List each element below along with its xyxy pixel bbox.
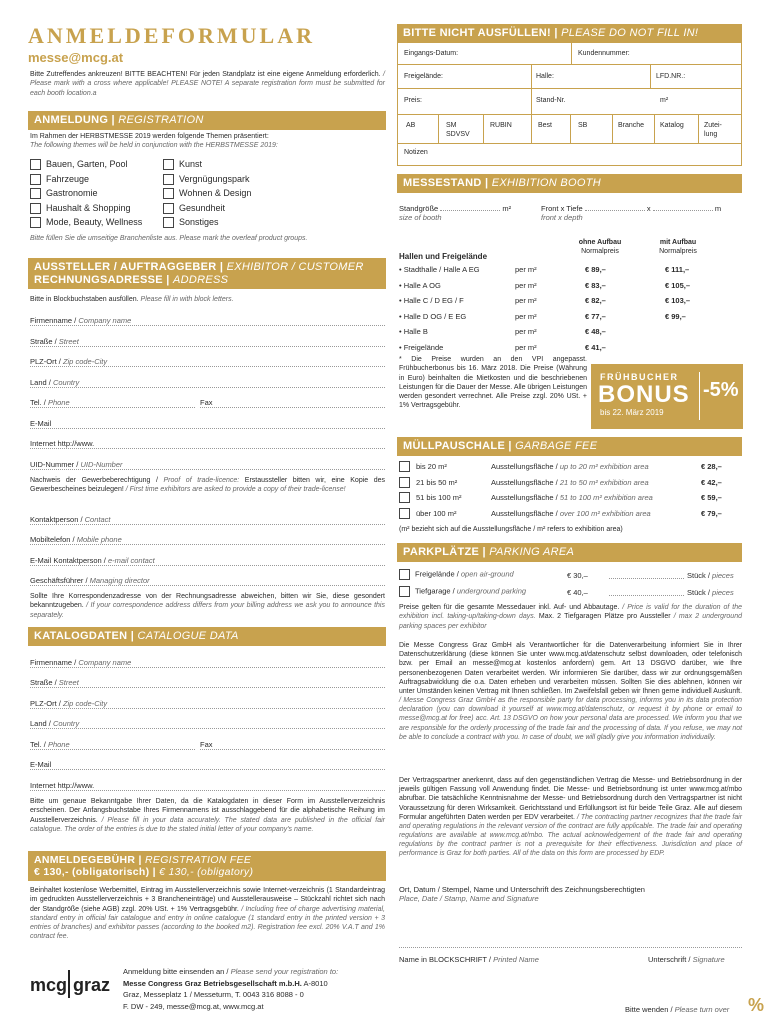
branch-note: Bitte füllen Sie die umseitige Branchenliste aus. Please mark the overleaf product groups. xyxy=(30,235,308,242)
price-with-build: € 105,– xyxy=(665,280,691,290)
garbage-fee-row xyxy=(399,493,744,505)
col-without-build: ohne Aufbau Normalpreis xyxy=(578,239,622,255)
col-sm: SM SDVSV xyxy=(446,122,470,138)
hall-label: Halle: xyxy=(536,73,554,80)
entry-date-label: Eingangs-Datum: xyxy=(404,50,459,57)
cat-street-field[interactable]: Straße / Street xyxy=(30,678,385,688)
contact-person-field[interactable]: Kontaktperson / Contact xyxy=(30,515,385,525)
parking-underground-checkbox[interactable] xyxy=(399,586,410,597)
registration-bar: ANMELDUNG | REGISTRATION xyxy=(28,111,386,130)
garbage-area-label: Ausstellungsfläche / 51 to 100 m² exhibition area xyxy=(491,493,653,502)
col-branche: Branche xyxy=(618,122,645,129)
do-not-fill-bar: BITTE NICHT AUSFÜLLEN! | PLEASE DO NOT FILL IN! xyxy=(397,24,742,43)
price-without-build: € 83,– xyxy=(585,280,606,290)
garbage-price: € 28,– xyxy=(701,462,722,471)
garbage-fee-checkbox[interactable] xyxy=(399,477,410,488)
per-unit: per m² xyxy=(515,280,537,290)
theme-checkbox[interactable]: Mode, Beauty, Wellness xyxy=(30,215,142,230)
garbage-fee-bar: MÜLLPAUSCHALE | GARBAGE FEE xyxy=(397,437,742,456)
intro-text: Bitte Zutreffendes ankreuzen! BITTE BEACHTEN! Für jeden Standplatz ist eine eigene Anmeldung erforderlich. / Please mark with a cross where applicable! PLEASE NOTE! A separate registration form must be submitted for each booth location.a xyxy=(30,71,385,97)
price-with-build: € 103,– xyxy=(665,296,691,306)
theme-checkbox[interactable]: Fahrzeuge xyxy=(30,172,142,187)
catalogue-note: Bitte um genaue Bekanntgabe Ihrer Daten, da die Katalogdaten in dieser Form im Ausstellerverzeichnis erscheinen. Der Anfangsbuchstabe Ihres Firmennamens ist ausschlaggebend für die alphabetische Reihung im Ausstellerverzeichnis. / Please fill in your data accurately. The stated data are published in the official fair catalogue. The order of the entries is due to the stated initial letter of your company's name. xyxy=(30,798,385,833)
theme-checkbox[interactable]: Gastronomie xyxy=(30,186,142,201)
uid-field[interactable]: UID-Nummer / UID-Number xyxy=(30,460,385,470)
halls-title: Hallen und Freigelände xyxy=(399,252,488,261)
garbage-price: € 79,– xyxy=(701,508,722,518)
exhibitor-bar: AUSSTELLER / AUFTRAGGEBER | EXHIBITOR / CUSTOMER RECHNUNGSADRESSE | ADDRESS xyxy=(28,258,386,289)
themes-intro: Im Rahmen der HERBSTMESSE 2019 werden folgende Themen präsentiert: The following themes will be held in conjunction with the HERBSTMESSE 2019: xyxy=(30,133,278,149)
theme-checkbox[interactable]: Haushalt & Shopping xyxy=(30,201,142,216)
phone-field[interactable]: Tel. / Phone xyxy=(30,398,195,408)
price-without-build: € 89,– xyxy=(585,265,606,274)
per-unit: per m² xyxy=(515,343,537,352)
cat-zip-field[interactable]: PLZ-Ort / Zip code-City xyxy=(30,699,385,709)
parking-underground-row: Tiefgarage / underground parking € 40,– Stück / pieces xyxy=(399,586,744,597)
block-letter-hint: Bitte in Blockbuchstaben ausfüllen. Please fill in with block letters. xyxy=(30,296,234,303)
col-with-build: mit Aufbau Normalpreis xyxy=(659,239,697,255)
signature-place-label: Ort, Datum / Stempel, Name und Unterschrift des Zeichnungsberechtigten Place, Date / Stamp, Name and Signature xyxy=(399,885,645,904)
contact-email-field[interactable]: E-Mail Kontaktperson / e-mail contact xyxy=(30,556,385,566)
hall-name: • Halle B xyxy=(399,327,428,337)
registration-fee-bar: ANMELDEGEBÜHR | REGISTRATION FEE € 130,- (obligatorisch) | € 130,- (obligatory) xyxy=(28,851,386,881)
price-without-build: € 77,– xyxy=(585,311,606,321)
booth-price-row xyxy=(399,281,744,293)
hall-name: • Halle C / D EG / F xyxy=(399,296,464,306)
theme-checkbox[interactable]: Vergnügungspark xyxy=(163,172,251,187)
per-unit: per m² xyxy=(515,311,537,321)
booth-bar: MESSESTAND | EXHIBITION BOOTH xyxy=(397,174,742,193)
fee-description: Beinhaltet kostenlose Werbemittel, Eintrag im Ausstellerverzeichnis sowie Internet-verzeichnis (1 Standardeintrag im gedruckten Ausstellerverzeichnis + 3 Brancheneinträge) und Ausstellerausweise – Stückzahl richtet sich nach der Standgröße (siehe AGB) zzgl. 20% USt. + 1% Vertragsgebühr. / Including free of charge advertising material, standard entry in official fair catalogue and entry in online catalogue (1 standard entry in the printed version + 3 entries of branches) and exhibitor passes (according to the booked m2). Registration fee excl. 20% V.A.T and 1% contract fee. xyxy=(30,887,385,941)
managing-director-field[interactable]: Geschäftsführer / Managing director xyxy=(30,576,385,586)
cat-company-field[interactable]: Firmenname / Company name xyxy=(30,658,385,668)
cat-fax-field[interactable]: Fax xyxy=(200,740,385,750)
parking-note: Preise gelten für die gesamte Messedauer inkl. Auf- und Abbautage. / Price is valid for the duration of the exhibition incl. taking-up/taking-down days. Max. 2 Tiefgaragen Plätze pro Aussteller / max 2 underground parking spaces per exhibitor xyxy=(399,604,742,630)
garbage-size: bis 20 m² xyxy=(416,462,447,471)
per-unit: per m² xyxy=(515,265,537,274)
col-rubin: RUBIN xyxy=(490,122,512,129)
catalogue-bar: KATALOGDATEN | CATALOGUE DATA xyxy=(28,627,386,646)
hall-name: • Freigelände xyxy=(399,343,444,352)
price-without-build: € 82,– xyxy=(585,296,606,306)
col-sb: SB xyxy=(578,122,588,129)
company-name-field[interactable]: Firmenname / Company name xyxy=(30,316,385,326)
garbage-price: € 59,– xyxy=(701,493,722,502)
early-bird-bonus-badge: FRÜHBUCHER BONUS bis 22. März 2019 -5% xyxy=(591,364,743,429)
booth-price-row xyxy=(399,343,744,355)
logo-graz: graz xyxy=(73,975,111,995)
garbage-area-label: Ausstellungsfläche / up to 20 m² exhibition area xyxy=(491,462,649,471)
street-field[interactable]: Straße / Street xyxy=(30,337,385,347)
col-ab: AB xyxy=(406,122,416,129)
themes-left xyxy=(30,157,142,230)
booth-size-field[interactable]: Standgröße m² size of booth xyxy=(399,204,512,223)
header-email: messe@mcg.at xyxy=(28,50,124,65)
lfd-label: LFD.NR.: xyxy=(656,73,686,80)
percent-mark: % xyxy=(748,995,765,1015)
notes-label: Notizen xyxy=(404,149,428,156)
price-label: Preis: xyxy=(404,97,422,104)
theme-checkbox[interactable]: Sonstiges xyxy=(163,215,251,230)
correspondence-note: Sollte Ihre Korrespondenzadresse von der Rechnungsadresse abweichen, bitten wir Sie, diese gesondert bekanntzugeben. / If your correspondence address differs from your billing address we ask you to announce this separately. xyxy=(30,593,385,619)
country-field[interactable]: Land / Country xyxy=(30,378,385,388)
cat-email-field[interactable]: E-Mail xyxy=(30,760,385,770)
turn-over-note: Bitte wenden / Please turn over xyxy=(625,1005,730,1014)
trade-license-note: Nachweis der Gewerbeberechtigung / Proof of trade-licence: Erstaussteller bitten wir, eine Kopie des Gewerbescheines beizulegen! / First time exhibitors are asked to provide a copy of their trade-license! xyxy=(30,477,385,494)
theme-checkbox[interactable]: Gesundheit xyxy=(163,201,251,216)
stand-number-label: Stand-Nr. xyxy=(536,97,566,104)
parking-open-air-checkbox[interactable] xyxy=(399,569,410,580)
booth-price-row xyxy=(399,312,744,324)
booth-price-row xyxy=(399,265,744,277)
booth-price-row xyxy=(399,327,744,339)
hall-name: • Stadthalle / Halle A EG xyxy=(399,265,480,274)
themes-right xyxy=(163,157,251,230)
zip-city-field[interactable]: PLZ-Ort / Zip code-City xyxy=(30,357,385,367)
parking-open-air-row: Freigelände / open air-ground € 30,– Stück / pieces xyxy=(399,569,744,580)
fax-field[interactable]: Fax xyxy=(200,398,385,408)
theme-checkbox[interactable]: Kunst xyxy=(163,157,251,172)
logo-mcg: mcg xyxy=(30,975,68,995)
vpi-note: * Die Preise wurden an den VPI angepasst. Frühbucherbonus bis 16. März 2018. Die Preise (Währung in Euro) beinhalten die Mietkosten und die beschriebenen Leistungen für die Dauer der Messe. Alle übrigen Leistungen werden gesondert verrechnet. Alle Preise zzgl. 20% USt. + 1% Vertragsgebühr. xyxy=(399,356,587,410)
per-unit: per m² xyxy=(515,327,537,337)
signature-label: Unterschrift / Signature xyxy=(648,955,725,964)
garbage-area-label: Ausstellungsfläche / over 100 m² exhibition area xyxy=(491,508,651,518)
cat-internet-field[interactable]: Internet http://www. xyxy=(30,781,385,791)
price-with-build: € 111,– xyxy=(665,265,690,274)
terms-text: Der Vertragspartner anerkennt, dass auf den gegenständlichen Vertrag die Messe- und Betriebsordnung in der jeweils gültigen Fassung voll Anwendung findet. Die Messe- und Betriebsordnung ist unter www.mcg.at/mbo abrufbar. Die tatsächliche Kenntnisnahme der Messe- und Betriebsordnung durch den Vertragspartner ist nicht Voraussetzung für deren Wirksamkeit. Gerichtsstand und Erfüllungsort ist für beide Teile Graz. Alle auf diesem Formular angeführten Daten werden per EDV verarbeitet. / The contracting partner recognizes that the trade fair and operating regulations in the relevant version of the contract are fully applicable. The trade fair and operating regulations are available at www.mcg.at/mbo. The actual acknowledgement of the trade fair and operating regulations by the contract partner is not a prerequisite for their effectiveness. Jurisdiction and place of performance is Graz for both parties. All of the data on this form are processed by EDP. xyxy=(399,777,742,858)
internet-field[interactable]: Internet http://www. xyxy=(30,439,385,449)
garbage-area-label: Ausstellungsfläche / 21 to 50 m² exhibition area xyxy=(491,477,649,487)
theme-checkbox[interactable]: Wohnen & Design xyxy=(163,186,251,201)
garbage-size: 21 bis 50 m² xyxy=(416,477,458,487)
email-field[interactable]: E-Mail xyxy=(30,419,385,429)
garbage-fee-checkbox[interactable] xyxy=(399,461,410,472)
col-zuteilung: Zutei- lung xyxy=(704,122,722,138)
hall-name: • Halle D OG / E EG xyxy=(399,311,467,321)
mobile-field[interactable]: Mobiltelefon / Mobile phone xyxy=(30,535,385,545)
office-use-grid xyxy=(397,42,742,166)
page-title: ANMELDEFORMULAR xyxy=(28,23,315,48)
garbage-size: über 100 m² xyxy=(416,508,457,518)
price-without-build: € 48,– xyxy=(585,327,606,337)
garbage-fee-row xyxy=(399,478,744,490)
col-katalog: Katalog xyxy=(660,122,684,129)
theme-checkbox[interactable]: Bauen, Garten, Pool xyxy=(30,157,142,172)
price-with-build: € 99,– xyxy=(665,311,686,321)
per-unit: per m² xyxy=(515,296,537,306)
printed-name-label: Name in BLOCKSCHRIFT / Printed Name xyxy=(399,955,539,964)
cat-phone-field[interactable]: Tel. / Phone xyxy=(30,740,195,750)
garbage-fee-checkbox[interactable] xyxy=(399,508,410,519)
garbage-note: (m² bezieht sich auf die Ausstellungsfläche / m² refers to exhibition area) xyxy=(399,526,623,533)
cat-country-field[interactable]: Land / Country xyxy=(30,719,385,729)
footer-address: Anmeldung bitte einsenden an / Please send your registration to: Messe Congress Graz Betriebsgesellschaft m.b.H. A-8010 Graz, Messeplatz 1 / Messeturm, T. 0043 316 8088 - 0 F. DW - 249, messe@mcg.at, www.mcg.at xyxy=(123,967,339,1011)
garbage-size: 51 bis 100 m² xyxy=(416,493,462,502)
garbage-fee-checkbox[interactable] xyxy=(399,492,410,503)
parking-bar: PARKPLÄTZE | PARKING AREA xyxy=(397,543,742,562)
garbage-fee-row xyxy=(399,509,744,521)
front-depth-field[interactable]: Front x Tiefe x m front x depth xyxy=(541,204,722,223)
m2-label: m² xyxy=(660,97,669,104)
col-best: Best xyxy=(538,122,553,129)
privacy-text: Die Messe Congress Graz GmbH als Verantwortlicher für die Datenverarbeitung informiert Sie in Ihrer Datenschutzerklärung (diese können Sie unter www.mcg.at/datenschutz selbst downloaden, oder telefonisch bzw. per Email an messe@mcg.at kostenlos anfordern) gem. Art 13 DSGVO darüber, wie Ihre personenbezogenen Daten verarbeitet werden. Wir informieren Sie darüber, dass wir zur ordnungsgemäßen Auftragsabwicklung die o.a. Daten erheben und verarbeiten müssen. Sollten Sie dies ablehnen, können wir unter Umständen keinen Vertrag mit Ihnen schließen. Im Zweifelsfall geben wir Ihnen gerne individuell Auskunft. / Messe Congress Graz GmbH as the responsible party for data processing, informs you in its data protection declaration (you can download it yourself at www.mcg.at/datenschutz, or request it by phone or email to messe@mcg.at for free) acc. Art. 13 DSGVO on how your personal data are processed. We inform you that we are responsible for the orderly processing of the trade fair and the processing of data. If you refuse, we may not be able to conclude a contract with you. In case of doubt, we will gladly give you information individually. xyxy=(399,642,742,741)
open-air-label: Freigelände: xyxy=(404,73,443,80)
customer-number-label: Kundennummer: xyxy=(578,50,630,57)
signature-line[interactable] xyxy=(399,947,742,948)
garbage-price: € 42,– xyxy=(701,477,722,487)
price-without-build: € 41,– xyxy=(585,343,606,352)
garbage-fee-row xyxy=(399,462,744,474)
hall-name: • Halle A OG xyxy=(399,280,441,290)
booth-price-row xyxy=(399,296,744,308)
mcg-graz-logo xyxy=(30,968,111,1000)
